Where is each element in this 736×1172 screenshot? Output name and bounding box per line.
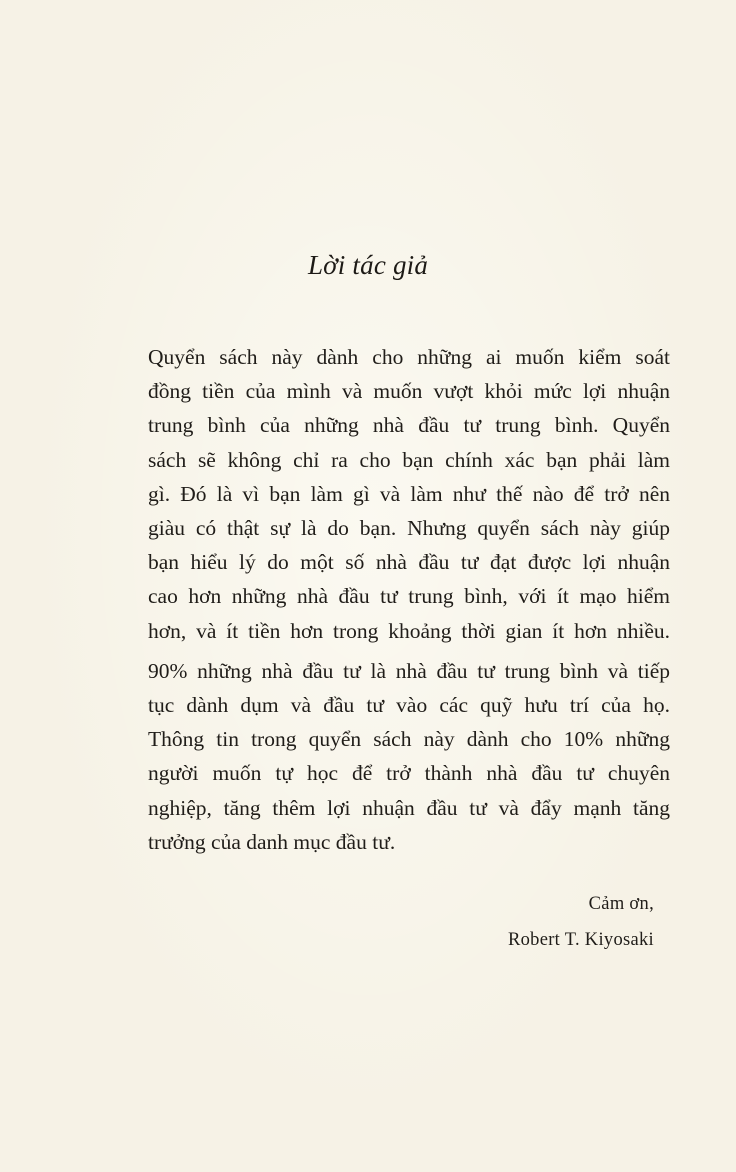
text-line: người muốn tự học để trở thành nhà đầu tư chuyên	[148, 761, 670, 786]
text-line: cao hơn những nhà đầu tư trung bình, với ít mạo hiểm	[148, 584, 670, 609]
text-line: Quyển sách này dành cho những ai muốn kiểm soát	[148, 345, 670, 369]
text-line: nghiệp, tăng thêm lợi nhuận đầu tư và đẩy mạnh tăng	[148, 795, 670, 820]
text-line: bạn hiểu lý do một số nhà đầu tư đạt được lợi nhuận	[148, 550, 670, 575]
paragraph-2	[148, 654, 670, 859]
text-line: hơn, và ít tiền hơn trong khoảng thời gian ít hơn nhiều.	[148, 618, 670, 643]
text-line: đồng tiền của mình và muốn vượt khỏi mức lợi nhuận	[148, 379, 670, 404]
text-line: 90% những nhà đầu tư là nhà đầu tư trung bình và tiếp	[148, 658, 670, 683]
closing-text: Cảm ơn,	[588, 894, 654, 914]
text-line: sách sẽ không chỉ ra cho bạn chính xác bạn phải làm	[148, 447, 670, 472]
text-line: giàu có thật sự là do bạn. Nhưng quyển sách này giúp	[148, 516, 670, 541]
paragraph-1	[148, 340, 670, 648]
page-title: Lời tác giả	[307, 250, 429, 280]
text-line: Thông tin trong quyển sách này dành cho 10% những	[148, 727, 670, 752]
text-line: gì. Đó là vì bạn làm gì và làm như thế nào để trở nên	[148, 481, 670, 506]
text-line: tục dành dụm và đầu tư vào các quỹ hưu trí của họ.	[148, 693, 670, 718]
text-line: trung bình của những nhà đầu tư trung bình. Quyển	[148, 413, 670, 438]
author-signature: Robert T. Kiyosaki	[507, 930, 654, 950]
body-text	[148, 340, 670, 859]
text-line: trưởng của danh mục đầu tư.	[148, 829, 396, 854]
